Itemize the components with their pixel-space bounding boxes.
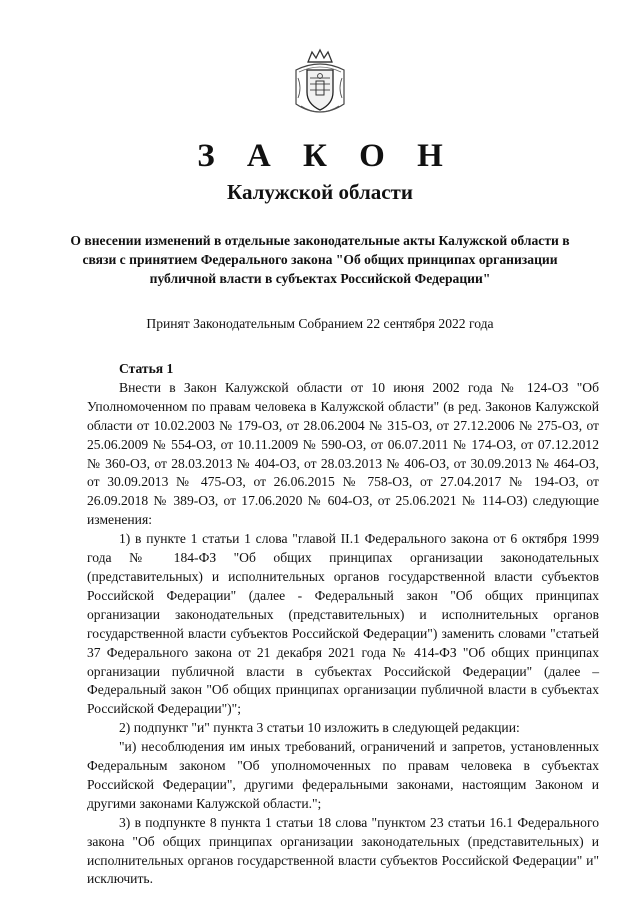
adoption-note: Принят Законодательным Собранием 22 сентября 2022 года bbox=[146, 316, 494, 331]
document-title: З А К О Н bbox=[197, 138, 455, 174]
amendment-item-2: 2) подпункт "и" пункта 3 статьи 10 изложить в следующей редакции: bbox=[119, 720, 520, 736]
article-heading: Статья 1 bbox=[119, 361, 174, 376]
document-region: Калужской области bbox=[227, 180, 413, 204]
document-subject: О внесении изменений в отдельные законодательные акты Калужской области в связи с принятием Федерального закона "Об общих принципах организации публичной власти в субъектах Российской Федерации" bbox=[70, 233, 570, 286]
document-body bbox=[87, 360, 599, 889]
amendment-item-2-quote: "и) несоблюдения им иных требований, ограничений и запретов, установленных Федеральным законом "Об уполномоченных по правам человека в субъектах Российской Федерации", другими федеральными законами, настоящим Законом и другими законами Калужской области."; bbox=[87, 739, 599, 811]
article-intro-paragraph: Внести в Закон Калужской области от 10 июня 2002 года № 124-ОЗ "Об Уполномоченном по правам человека в Калужской области" (в ред. Законов Калужской области от 10.02.2003 № 179-ОЗ, от 28.06.2004 № 315-ОЗ, от 27.12.2006 № 275-ОЗ, от 25.06.2009 № 554-ОЗ, от 10.11.2009 № 590-ОЗ, от 06.07.2011 № 174-ОЗ, от 07.12.2012 № 360-ОЗ, от 28.03.2013 № 404-ОЗ, от 28.03.2013 № 406-ОЗ, от 30.09.2013 № 464-ОЗ, от 30.09.2013 № 475-ОЗ, от 26.06.2015 № 758-ОЗ, от 27.04.2017 № 194-ОЗ, от 26.09.2018 № 389-ОЗ, от 17.06.2020 № 604-ОЗ, от 25.06.2021 № 114-ОЗ) следующие изменения: bbox=[87, 379, 599, 528]
amendment-item-1: 1) в пункте 1 статьи 1 слова "главой II.1 Федерального закона от 6 октября 1999 года № 184-ФЗ "Об общих принципах организации законодательных (представительных) и исполнительных органов государственной власти субъектов Российской Федерации" (далее - Федеральный закон "Об общих принципах организации законодательных (представительных) и исполнительных органов государственной власти субъектов Российской Федерации") заменить словами "статьей 37 Федерального закона от 21 декабря 2021 года № 414-ФЗ "Об общих принципах организации публичной власти в субъектах Российской Федерации" (далее – Федеральный закон "Об общих принципах организации публичной власти в субъектах Российской Федерации")"; bbox=[87, 531, 599, 717]
coat-of-arms-icon bbox=[290, 48, 350, 124]
amendment-item-3: 3) в подпункте 8 пункта 1 статьи 18 слова "пунктом 23 статьи 16.1 Федерального закона "Об общих принципах организации законодательных (представительных) и исполнительных органов государственной власти субъектов Российской Федерации" и" исключить. bbox=[87, 814, 599, 887]
